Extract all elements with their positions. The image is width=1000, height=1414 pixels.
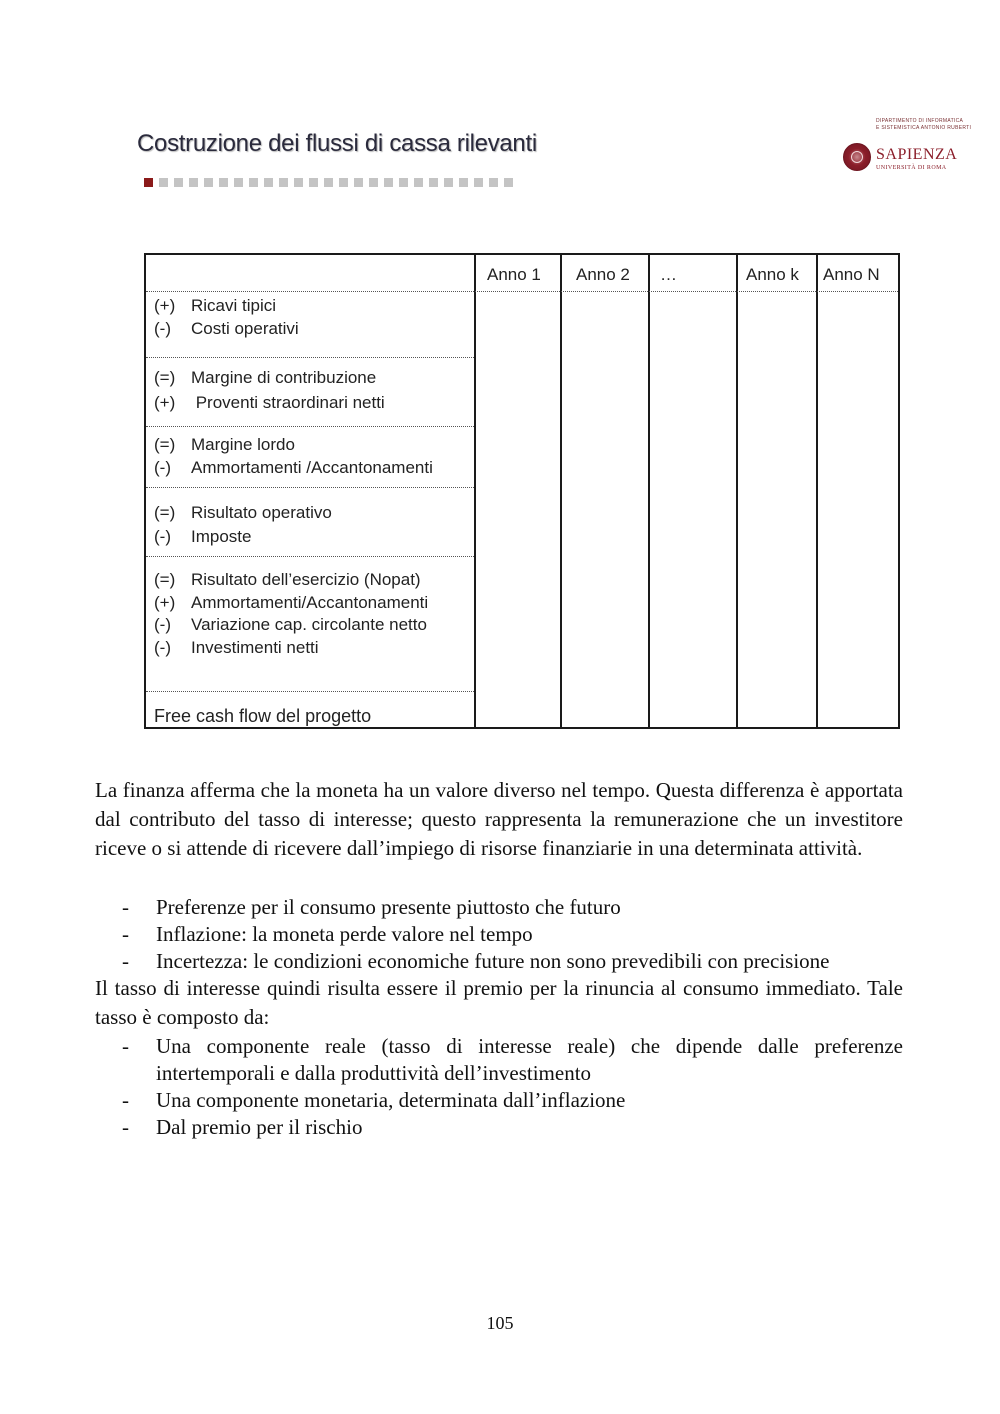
year-header: Anno 1 [487,265,541,284]
table-row: (-) Investimenti netti [154,638,319,657]
list-item-text: Una componente reale (tasso di interesse reale) che dipende dalle preferenze intertemporali e dalla produttività dell’investimento [156,1034,903,1085]
table-row: (+) Ammortamenti/Accantonamenti [154,593,429,612]
table-row: (-) Imposte [154,527,252,546]
table-row: (=) Risultato dell’esercizio (Nopat) [154,570,421,589]
list-item: - Incertezza: le condizioni economiche future non sono prevedibili con precisione [122,949,830,973]
list-item: - Inflazione: la moneta perde valore nel tempo [122,922,533,946]
cash-flow-table [144,253,900,729]
paragraph-intro: La finanza afferma che la moneta ha un valore diverso nel tempo. Questa differenza è apportata dal contributo del tasso di interesse; questo rappresenta la remunerazione che un investitore riceve o si attende di ricevere dall’impiego di risorse finanziarie in una determinata attività. [95,778,903,860]
table-row: (+) Ricavi tipici [154,296,277,315]
university-name: SAPIENZA [876,146,958,163]
sapienza-seal-icon [843,143,871,171]
table-row: (=) Margine di contribuzione [154,368,377,387]
list-item: - Una componente monetaria, determinata dall’inflazione [122,1088,626,1112]
list-item: - Preferenze per il consumo presente piuttosto che futuro [122,895,621,919]
table-row: (=) Risultato operativo [154,503,332,522]
table-row: (=) Margine lordo [154,435,295,454]
table-row: (+) Proventi straordinari netti [154,393,385,412]
table-row: (-) Ammortamenti /Accantonamenti [154,458,433,477]
table-row: (-) Costi operativi [154,319,299,338]
table-row: (-) Variazione cap. circolante netto [154,615,427,634]
department-name: DIPARTIMENTO DI INFORMATICA E SISTEMISTICA ANTONIO RUBERTI [876,118,972,131]
university-subname: UNIVERSITÀ DI ROMA [876,165,947,171]
slide-title: Costruzione dei flussi di cassa rilevanti [137,130,537,157]
year-header: … [660,265,677,284]
free-cash-flow-label: Free cash flow del progetto [154,706,372,726]
list-item: - Dal premio per il rischio [122,1115,363,1139]
year-header: Anno k [746,265,799,284]
year-header: Anno N [823,265,880,284]
list-item: - [122,1034,129,1058]
title-underline-dots [144,178,513,187]
paragraph-interest: Il tasso di interesse quindi risulta essere il premio per la rinuncia al consumo immediato. Tale tasso è composto da: [95,976,903,1029]
year-header: Anno 2 [576,265,630,284]
page-number: 105 [486,1313,514,1333]
